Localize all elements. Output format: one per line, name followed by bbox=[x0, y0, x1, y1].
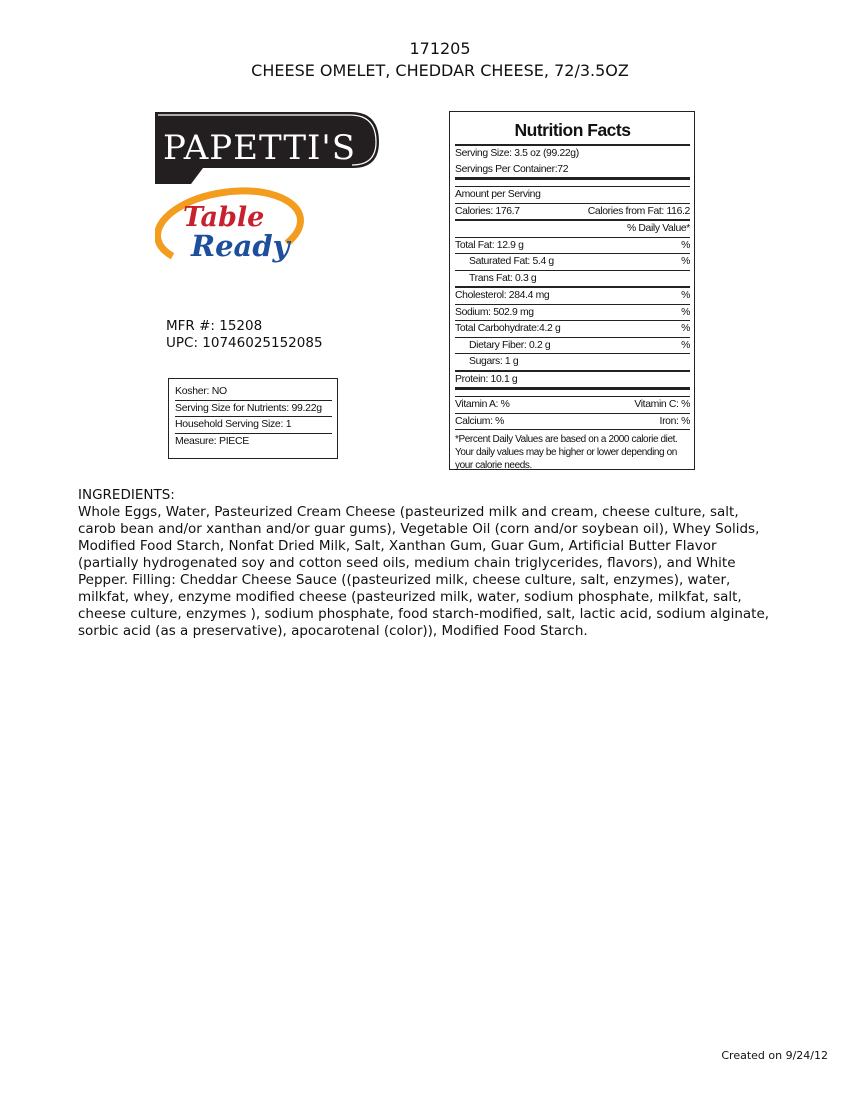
serving-size: Serving Size: 3.5 oz (99.22g) bbox=[455, 148, 579, 159]
cholesterol: Cholesterol: 284.4 mg bbox=[455, 290, 550, 301]
dietary-fiber: Dietary Fiber: 0.2 g bbox=[469, 339, 551, 351]
household-serving-row: Household Serving Size: 1 bbox=[175, 417, 332, 434]
total-carbohydrate: Total Carbohydrate:4.2 g bbox=[455, 323, 561, 334]
product-title: CHEESE OMELET, CHEDDAR CHEESE, 72/3.5OZ bbox=[251, 61, 629, 80]
logo-ready-text: Ready bbox=[191, 229, 290, 263]
vitamin-a: Vitamin A: % bbox=[455, 399, 510, 410]
saturated-fat-percent: % bbox=[681, 256, 690, 267]
amount-per-serving-row bbox=[455, 187, 690, 204]
nutrition-facts-panel bbox=[449, 111, 695, 470]
dietary-fiber-percent: % bbox=[681, 339, 690, 351]
calories: Calories: 176.7 bbox=[455, 205, 520, 217]
upc-code: UPC: 10746025152085 bbox=[166, 335, 323, 351]
servings-per-container: Servings Per Container:72 bbox=[455, 163, 569, 175]
sodium: Sodium: 502.9 mg bbox=[455, 306, 534, 318]
cholesterol-percent: % bbox=[681, 290, 690, 301]
papettis-table-ready-logo bbox=[155, 112, 383, 277]
daily-value-footnote: *Percent Daily Values are based on a 2000 calorie diet. Your daily values may be higher or lower depending on your calorie needs. bbox=[455, 434, 678, 471]
vitamin-c: Vitamin C: % bbox=[634, 399, 690, 410]
measure-row: Measure: PIECE bbox=[175, 434, 249, 447]
cholesterol-row bbox=[455, 287, 690, 305]
trans-fat-row bbox=[455, 271, 690, 288]
protein: Protein: 10.1 g bbox=[455, 373, 518, 385]
product-identifiers bbox=[166, 318, 323, 352]
minerals-row bbox=[455, 414, 690, 431]
amount-per-serving: Amount per Serving bbox=[455, 189, 541, 200]
sodium-percent: % bbox=[681, 306, 690, 318]
daily-value-header: % Daily Value* bbox=[626, 223, 690, 234]
saturated-fat-row bbox=[455, 254, 690, 271]
calories-from-fat: Calories from Fat: 116.2 bbox=[587, 205, 690, 217]
product-info-box bbox=[168, 378, 338, 459]
saturated-fat: Saturated Fat: 5.4 g bbox=[469, 256, 554, 267]
total-carbohydrate-row bbox=[455, 321, 690, 338]
ingredients-text: Whole Eggs, Water, Pasteurized Cream Cheese (pasteurized milk and cream, cheese culture, salt, carob bean and/or xanthan and/or guar gums), Vegetable Oil (corn and/or soybean oil), Whey Solids, Modified Food Starch, Nonfat Dried Milk, Salt, Xanthan Gum, Guar Gum, Artificial Butter Flavor (partially hydrogenated soy and cotton seed oils, medium chain triglycerides, flavors), and White Pepper. Filling: Cheddar Cheese Sauce ((pasteurized milk, cheese culture, salt, enzymes), water, milkfat, whey, enzyme modified cheese (pasteurized milk, water, sodium phosphate, milkfat, salt, cheese culture, enzymes ), sodium phosphate, food starch-modified, salt, lactic acid, sodium alginate, sorbic acid (as a preservative), apocarotenal (color)), Modified Food Starch. bbox=[78, 504, 770, 639]
created-date: Created on 9/24/12 bbox=[721, 1049, 828, 1062]
total-carbohydrate-percent: % bbox=[681, 323, 690, 334]
serving-size-row bbox=[455, 146, 690, 162]
total-fat-percent: % bbox=[681, 239, 690, 251]
sodium-row bbox=[455, 305, 690, 322]
item-number: 171205 bbox=[409, 39, 471, 58]
table-ready-mark bbox=[155, 186, 315, 278]
calcium: Calcium: % bbox=[455, 415, 505, 427]
logo-table-text: Table bbox=[183, 202, 265, 233]
kosher-row: Kosher: NO bbox=[175, 384, 332, 401]
total-fat-row bbox=[455, 238, 690, 255]
dietary-fiber-row bbox=[455, 338, 690, 355]
mfr-number: MFR #: 15208 bbox=[166, 318, 263, 334]
logo-brand-text: PAPETTI'S bbox=[163, 128, 357, 168]
ingredients-heading: INGREDIENTS: bbox=[78, 487, 175, 503]
serving-size-nutrients-row: Serving Size for Nutrients: 99.22g bbox=[175, 401, 332, 418]
sugars: Sugars: 1 g bbox=[469, 356, 519, 367]
trans-fat: Trans Fat: 0.3 g bbox=[469, 272, 537, 284]
total-fat: Total Fat: 12.9 g bbox=[455, 239, 524, 251]
iron: Iron: % bbox=[659, 415, 690, 427]
vitamins-row bbox=[455, 397, 690, 414]
ingredients-section bbox=[78, 487, 778, 640]
calories-row bbox=[455, 204, 690, 221]
thick-divider bbox=[455, 178, 690, 187]
sugars-row bbox=[455, 354, 690, 371]
thick-divider bbox=[455, 388, 690, 397]
daily-value-header-row bbox=[455, 220, 690, 238]
nutrition-facts-title: Nutrition Facts bbox=[514, 120, 631, 140]
protein-row bbox=[455, 371, 690, 389]
servings-per-container-row bbox=[455, 162, 690, 179]
document-header bbox=[0, 38, 850, 82]
